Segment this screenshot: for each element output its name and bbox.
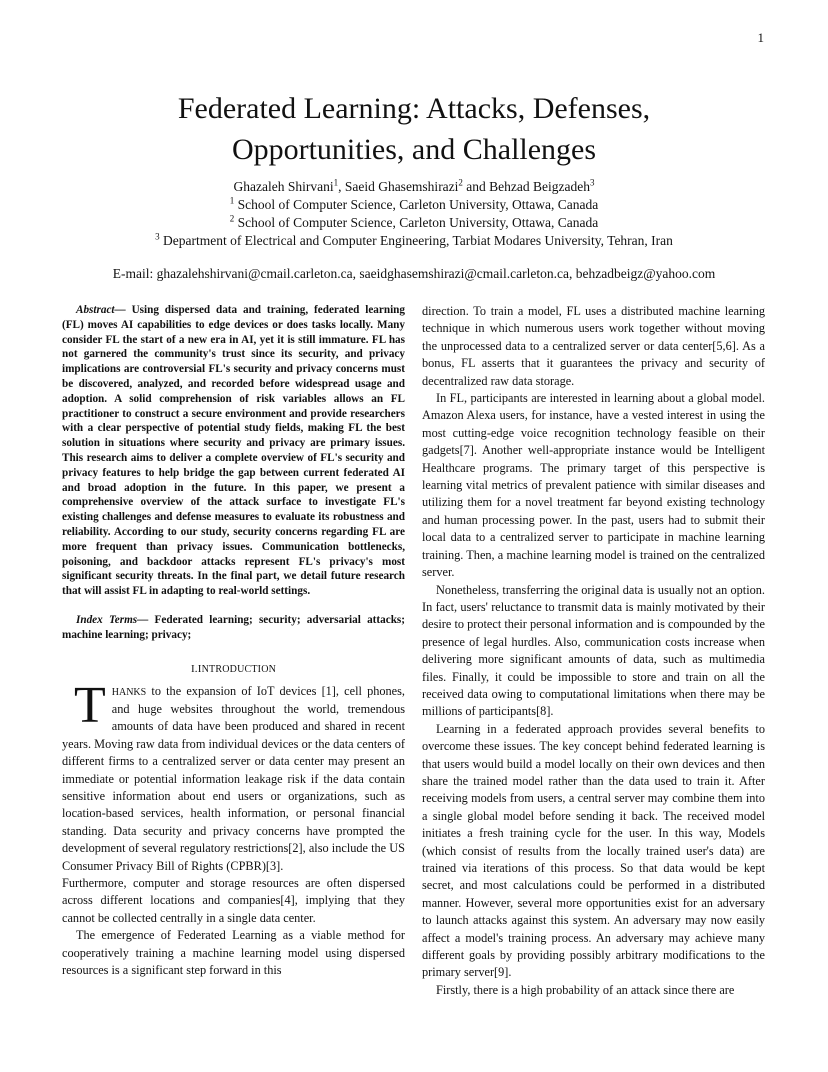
right-paragraph-4: Learning in a federated approach provides several benefits to overcome these issues. The key concept behind federated learning is that users would build a model locally on their own devices and then share the trained model rather than the data used to train it. After receiving models from users, a central server may combine them into a single global model before sending it back. The received model initiates a fresh training cycle for the user. In this way, Models (which consist of results from the locally trained user's data) are trained via iterations of this process. So that data would be kept secret, and most calculations could be performed in a distributed manner. However, several more opportunities exist for an adversary to launch attacks against this system. An adversary may now easily affect a model's training process. An adversary may achieve many different goals by providing possibly arbitrary modifications to the primary server[9]. bbox=[422, 721, 765, 980]
title-line-1: Federated Learning: Attacks, Defenses, bbox=[177, 92, 651, 125]
author-1: Ghazaleh Shirvani bbox=[233, 179, 334, 194]
abstract bbox=[62, 303, 405, 599]
paper-title bbox=[0, 88, 828, 170]
section-number: I. bbox=[190, 662, 198, 675]
left-column bbox=[62, 303, 405, 979]
affiliation-3-text: Department of Electrical and Computer Engineering, Tarbiat Modares University, Tehran, Iran bbox=[159, 233, 673, 248]
index-terms-text: Federated learning; security; adversarial attacks; machine learning; privacy; bbox=[62, 613, 405, 641]
intro-paragraph-2: Furthermore, computer and storage resources are often dispersed across different locations and companies[4], implying that they cannot be collected centrally in a single data center. bbox=[62, 876, 405, 925]
affiliation-2 bbox=[0, 214, 828, 232]
right-paragraph-1: direction. To train a model, FL uses a distributed machine learning technique in which numerous users work together without moving the unprocessed data to a centralized server or data center[5,6]. As a bonus, FL asserts that it guarantees the privacy and security of decentralized raw data storage. bbox=[422, 304, 765, 388]
email-line: E-mail: ghazalehshirvani@cmail.carleton.ca, saeidghasemshirazi@cmail.carleton.ca, behzadbeigz@yahoo.com bbox=[112, 266, 716, 281]
affiliation-2-text: School of Computer Science, Carleton University, Ottawa, Canada bbox=[234, 215, 599, 230]
author-3: Behzad Beigzadeh bbox=[489, 179, 590, 194]
drop-cap: T bbox=[74, 676, 106, 734]
index-terms-label: Index Terms— bbox=[76, 613, 149, 626]
affiliation-3-sup: 3 bbox=[155, 231, 160, 242]
affiliation-2-sup: 2 bbox=[229, 213, 235, 224]
abstract-label: Abstract— bbox=[76, 304, 126, 316]
author-block bbox=[0, 178, 828, 250]
section-heading-introduction bbox=[62, 663, 405, 675]
author-2: Saeid Ghasemshirazi bbox=[344, 179, 459, 194]
author-2-sup: 2 bbox=[458, 177, 463, 188]
author-3-sup: 3 bbox=[590, 177, 595, 188]
section-rest: NTRODUCTION bbox=[201, 663, 277, 675]
drop-cap-rest: HANKS bbox=[111, 686, 147, 698]
right-paragraph-2: In FL, participants are interested in learning about a global model. Amazon Alexa users, for instance, have a vested interest in using the most cutting-edge voice recognition technology feasible on their gadgets[7]. Another well-appropriate instance would be Intelligent Healthcare programs. The primary target of this perspective is learning vital metrics of prevalent patience with similar diseases and utilizing them for a novel treatment far beyond existing technology and human processing power. In the past, users had to submit their local data to a centralized server to participate in machine learning training. Then, a machine learning model is trained on the centralized server. bbox=[422, 391, 765, 580]
intro-paragraph-1-text: to the expansion of IoT devices [1], cell phones, and huge websites throughout the world, tremendous amounts of data have been produced and shared in recent years. Moving raw data from individual devices or the data centers of different firms to a centralized server or data center may present an immediate or potential information leakage risk if the data contain sensitive information about end users or organizations, such as location-based services, health information, or personal financial standing. Data security and privacy concerns have prompted the development of several regulatory restrictions[2], also include the US Consumer Privacy Bill of Rights (CPBR)[3]. bbox=[62, 683, 405, 873]
affiliation-1 bbox=[0, 196, 828, 214]
author-sep-2: and bbox=[462, 179, 490, 194]
title-line-2: Opportunities, and Challenges bbox=[231, 133, 597, 166]
index-terms bbox=[62, 613, 405, 643]
author-1-sup: 1 bbox=[333, 177, 339, 188]
right-paragraph-5: Firstly, there is a high probability of an attack since there are bbox=[436, 982, 735, 997]
right-paragraph-3: Nonetheless, transferring the original data is usually not an option. In fact, users' reluctance to transmit data is mainly motivated by their desire to protect their personal information and is compounded by the presence of legal hurdles. Also, communication costs increase when delivering more significant amounts of data, such as multimedia files. Finally, it could be impossible to store and train on all the received data owing to computational limitations when there may be millions of participants[8]. bbox=[422, 582, 765, 719]
intro-paragraph-1 bbox=[62, 676, 405, 875]
affiliation-1-text: School of Computer Science, Carleton University, Ottawa, Canada bbox=[234, 197, 599, 212]
affiliation-3 bbox=[0, 232, 828, 250]
author-names bbox=[0, 178, 828, 196]
intro-paragraph-3: The emergence of Federated Learning as a viable method for cooperatively training a machine learning model using dispersed resources is a significant step forward in this bbox=[62, 928, 405, 978]
affiliation-1-sup: 1 bbox=[229, 195, 235, 206]
page-number: 1 bbox=[757, 30, 764, 45]
author-sep-1: , bbox=[338, 179, 345, 194]
abstract-text: Using dispersed data and training, federated learning (FL) moves AI capabilities to edge devices or does tasks locally. Many consider FL the start of a new era in AI, yet it is still immature. FL has not garnered the community's trust since its security, and privacy implications are controversial FL's security and privacy concerns must be discovered, analyzed, and recorded before widespread usage and adoption. A solid comprehension of risk variables allows an FL practitioner to construct a secure environment and provide researchers with a clear perspective of potential study fields, making FL the best solution in situations where security and privacy are primary issues. This research aims to deliver a complete overview of FL's security and privacy features to help bridge the gap between current federated AI and broad adoption in the future. In this paper, we present a comprehensive overview of the attack surface to investigate FL's existing challenges and defense measures to evaluate its robustness and reliability. According to our study, security concerns regarding FL are more frequent than privacy issues. Communication bottlenecks, poisoning, and backdoor attacks represent FL's privacy's most significant security threats. In the final part, we detail future research that will assist FL in adapting to real-world settings. bbox=[62, 304, 405, 598]
section-first-letter: I bbox=[197, 662, 202, 675]
right-column bbox=[422, 303, 765, 999]
